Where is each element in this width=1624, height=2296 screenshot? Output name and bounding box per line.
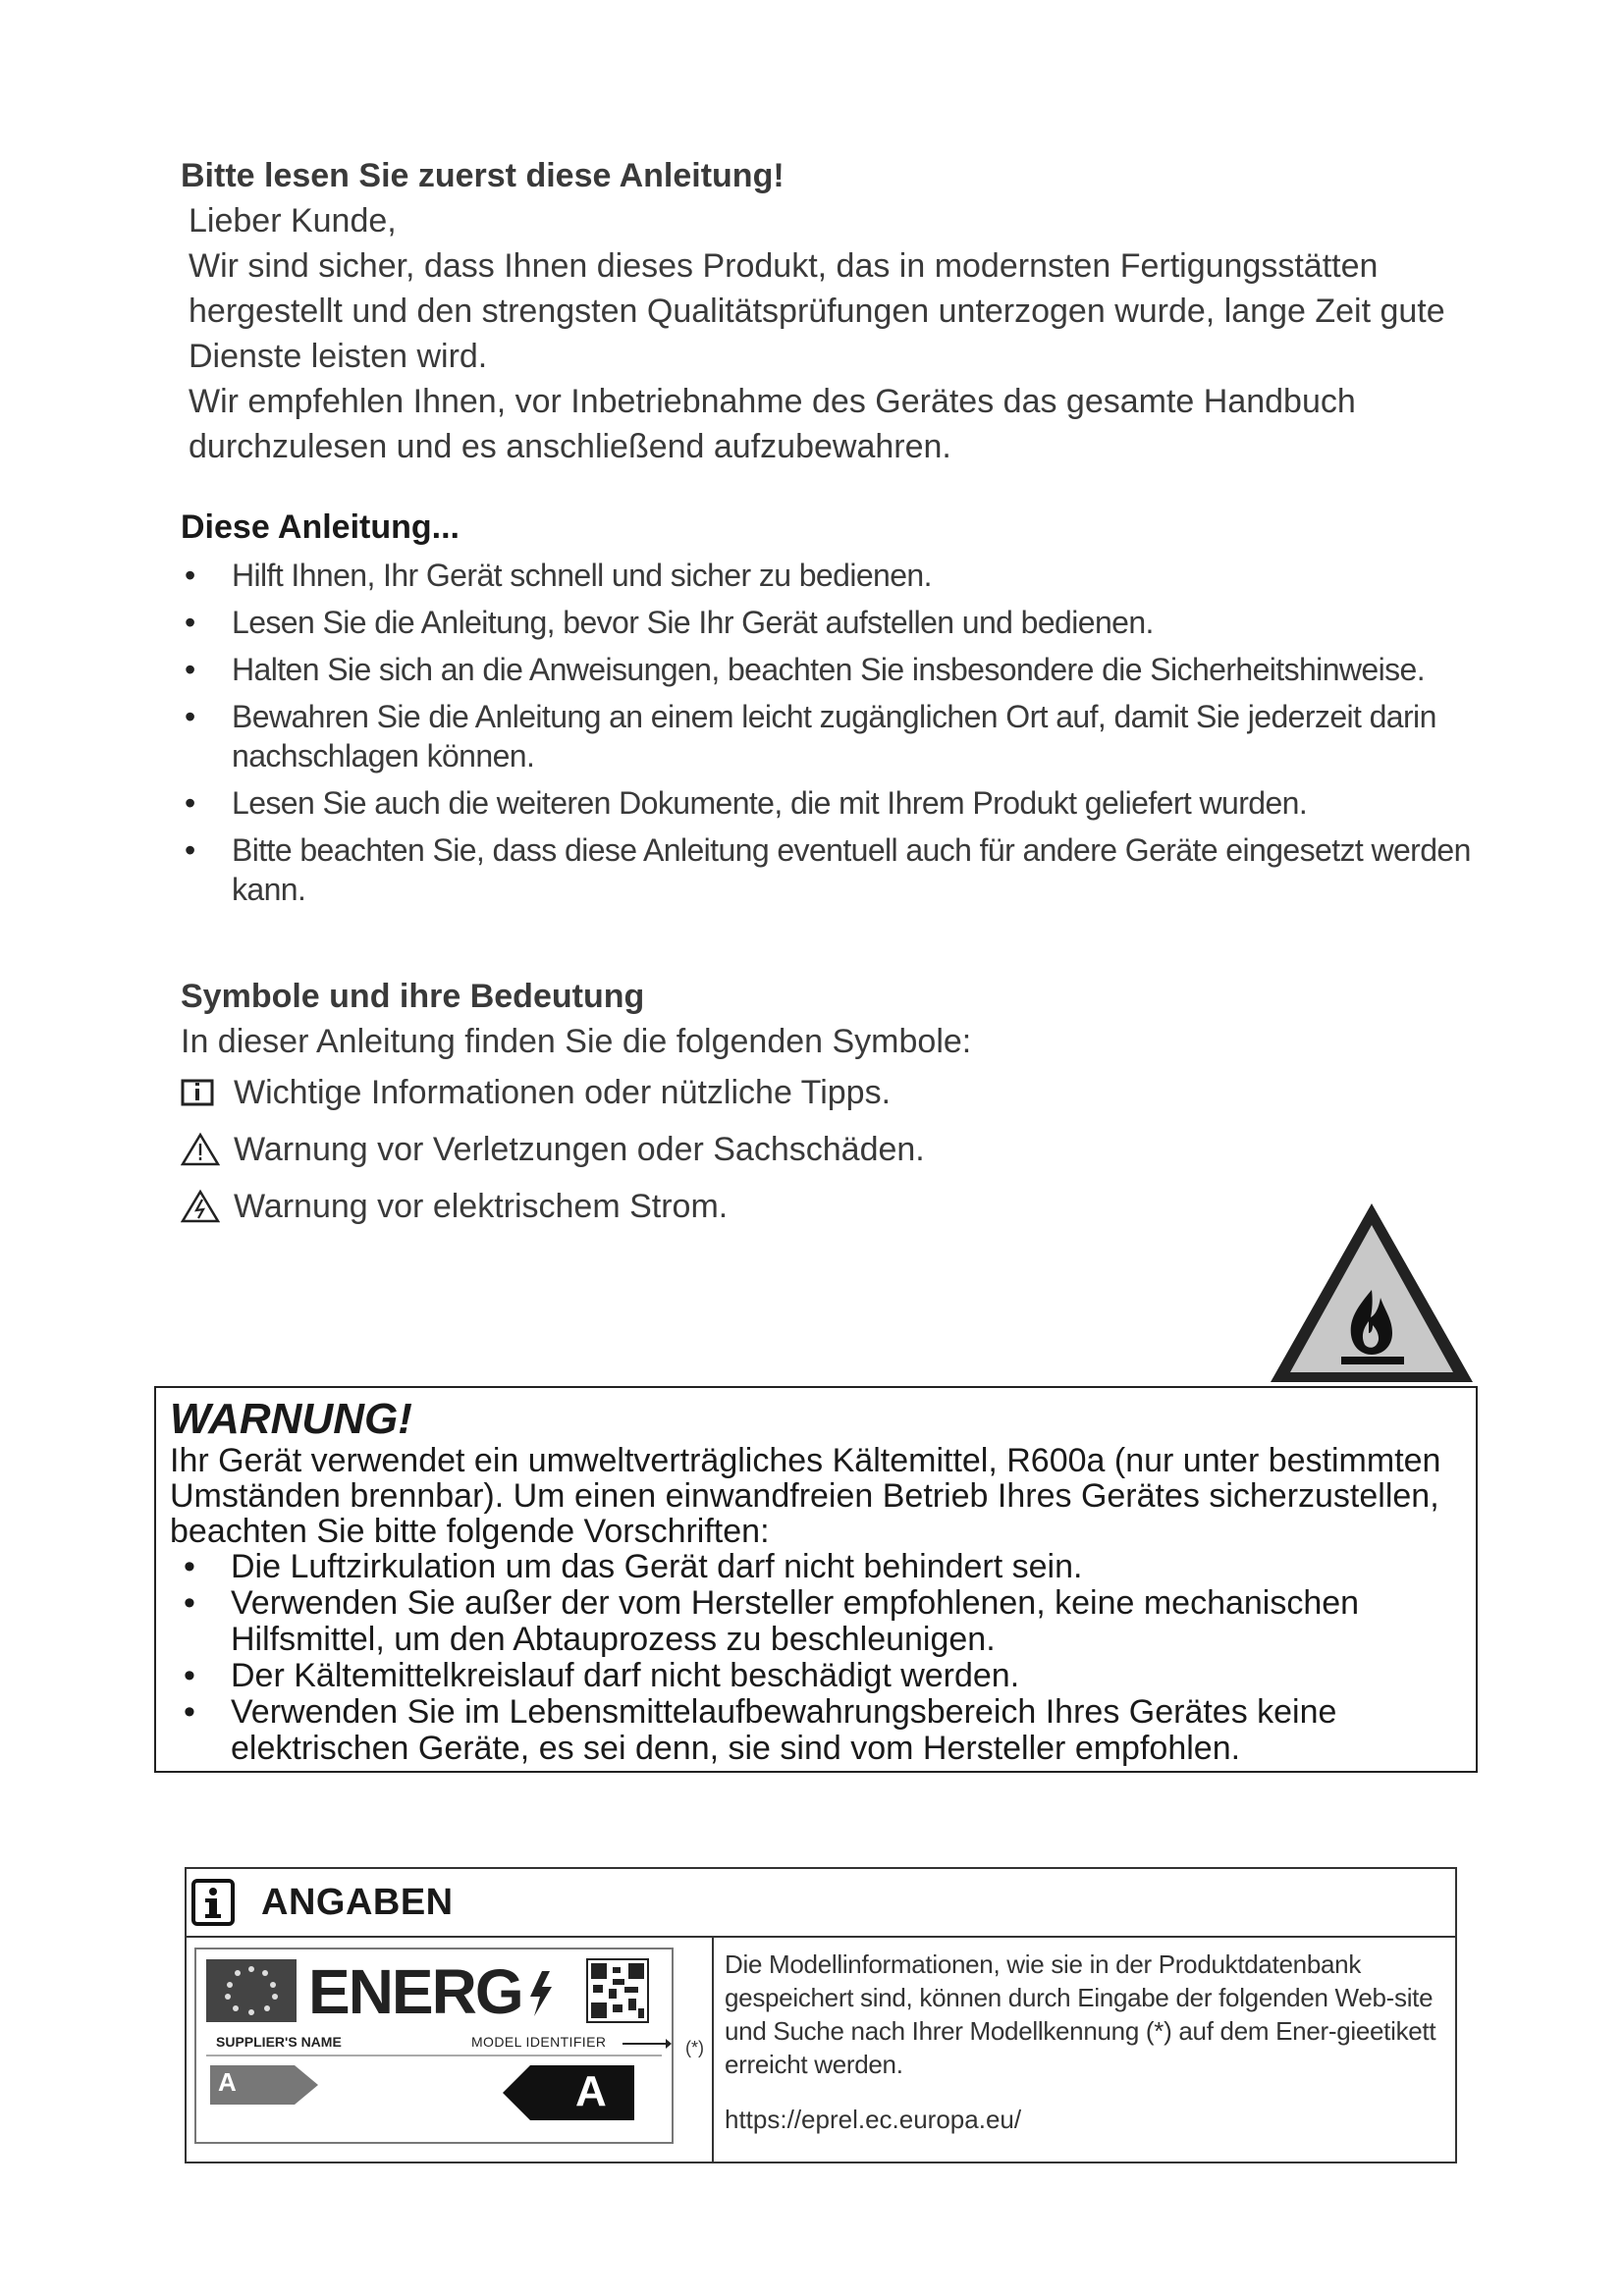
intro-section <box>181 153 1506 469</box>
angaben-text: Die Modellinformationen, wie sie in der Produktdatenbank gespeichert sind, können durch Eingabe der folgenden Web-site und Suche nach Ihrer Modellkennung (*) auf dem Ener-gieetikett erreicht werden. <box>725 1949 1436 2079</box>
symbol-warning-text: Warnung vor Verletzungen oder Sachschäden. <box>234 1130 925 1168</box>
list-item: • Verwenden Sie außer der vom Hersteller empfohlenen, keine mechanischen Hilfsmittel, um den Abtauprozess zu beschleunigen. <box>170 1585 1464 1658</box>
rating-class-label: A <box>575 2067 607 2115</box>
anleitung-heading: Diese Anleitung... <box>181 508 460 546</box>
warning-triangle-icon <box>181 1130 224 1169</box>
warning-box <box>154 1386 1478 1773</box>
anleitung-section <box>181 505 1536 917</box>
intro-paragraph-1: Wir sind sicher, dass Ihnen dieses Produkt, das in modernsten Fertigungsstätten hergestellt und den strengsten Qualitätsprüfungen unterzogen wurde, lange Zeit gute Dienste leisten wird. <box>189 247 1445 375</box>
list-item: • Hilft Ihnen, Ihr Gerät schnell und sicher zu bedienen. <box>181 556 1536 595</box>
model-identifier: MODEL IDENTIFIER <box>471 2034 607 2050</box>
list-item: • Lesen Sie die Anleitung, bevor Sie Ihr Gerät aufstellen und bedienen. <box>181 603 1536 642</box>
list-item: • Lesen Sie auch die weiteren Dokumente, die mit Ihrem Produkt geliefert wurden. <box>181 783 1536 823</box>
symbols-intro: In dieser Anleitung finden Sie die folgenden Symbole: <box>181 1023 972 1060</box>
symbol-electric-text: Warnung vor elektrischem Strom. <box>234 1187 729 1225</box>
eprel-link[interactable]: https://eprel.ec.europa.eu/ <box>725 2105 1022 2134</box>
symbol-row-electric <box>181 1178 1359 1235</box>
symbols-section <box>181 974 1359 1235</box>
energy-label-image <box>194 1948 674 2144</box>
list-item: • Die Luftzirkulation um das Gerät darf nicht behindert sein. <box>170 1549 1464 1585</box>
electric-warning-icon <box>181 1187 224 1226</box>
list-item: • Verwenden Sie im Lebensmittelaufbewahrungsbereich Ihres Gerätes keine elektrischen Geräte, es sei denn, sie sind vom Hersteller empfohlen. <box>170 1694 1464 1767</box>
angaben-title: ANGABEN <box>261 1881 454 1923</box>
supplier-name: SUPPLIER'S NAME <box>216 2034 342 2050</box>
list-item: • Bitte beachten Sie, dass diese Anleitung eventuell auch für andere Geräte eingesetzt werden kann. <box>181 830 1536 909</box>
symbol-row-warning <box>181 1121 1359 1178</box>
warning-list <box>170 1549 1464 1767</box>
energy-label-title: ENERG <box>308 1956 522 2027</box>
intro-paragraph-2: Wir empfehlen Ihnen, vor Inbetriebnahme des Gerätes das gesamte Handbuch durchzulesen und es anschließend aufzubewahren. <box>189 383 1356 465</box>
info-icon <box>190 1878 236 1927</box>
greeting: Lieber Kunde, <box>189 202 397 240</box>
symbols-heading: Symbole und ihre Bedeutung <box>181 978 645 1015</box>
info-book-icon <box>181 1073 224 1112</box>
flammable-warning-icon <box>1267 1200 1477 1386</box>
angaben-header <box>187 1869 1455 1938</box>
intro-heading: Bitte lesen Sie zuerst diese Anleitung! <box>181 157 785 194</box>
warning-title: WARNUNG! <box>170 1395 412 1443</box>
scale-class-label: A <box>218 2067 237 2097</box>
list-item: • Halten Sie sich an die Anweisungen, beachten Sie insbesondere die Sicherheitshinweise. <box>181 650 1536 689</box>
warning-text: Ihr Gerät verwendet ein umweltverträgliches Kältemittel, R600a (nur unter bestimmten Umständen brennbar). Um einen einwandfreien Betrieb Ihres Gerätes sicherzustellen, beachten Sie bitte folgende Vorschriften: <box>170 1442 1441 1550</box>
list-item: • Bewahren Sie die Anleitung an einem leicht zugänglichen Ort auf, damit Sie jederzeit darin nachschlagen können. <box>181 697 1536 775</box>
angaben-divider <box>712 1938 714 2163</box>
list-item: • Der Kältemittelkreislauf darf nicht beschädigt werden. <box>170 1658 1464 1694</box>
symbol-row-info <box>181 1064 1359 1121</box>
angaben-box <box>185 1867 1457 2163</box>
asterisk-marker: (*) <box>685 2038 704 2057</box>
anleitung-list <box>181 556 1536 909</box>
symbol-info-text: Wichtige Informationen oder nützliche Tipps. <box>234 1073 892 1111</box>
